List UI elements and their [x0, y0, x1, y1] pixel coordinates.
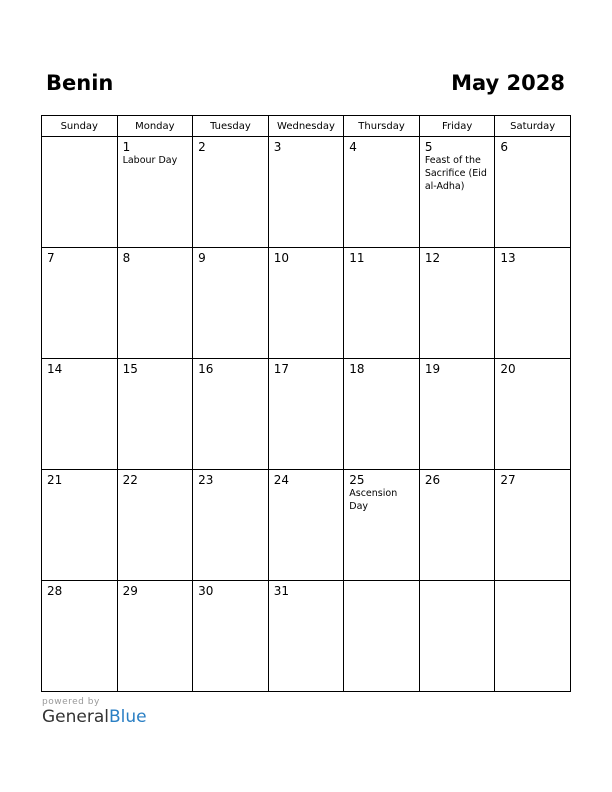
- weekday-monday: Monday: [117, 116, 193, 137]
- holiday-label: Ascension Day: [349, 488, 398, 512]
- weekday-tuesday: Tuesday: [193, 116, 269, 137]
- day-cell: [193, 359, 269, 470]
- week-row: [42, 359, 571, 470]
- day-cell: [344, 581, 420, 692]
- day-cell: [268, 137, 344, 248]
- day-number: 13: [500, 251, 516, 265]
- weekday-sunday: Sunday: [42, 116, 118, 137]
- day-number: 21: [47, 473, 63, 487]
- day-number: 30: [198, 584, 214, 598]
- brand-part1: General: [42, 707, 109, 727]
- generalblue-logo[interactable]: [42, 707, 147, 727]
- week-row: [42, 248, 571, 359]
- day-cell: [419, 581, 495, 692]
- day-cell: [344, 248, 420, 359]
- brand-part2: Blue: [109, 707, 147, 727]
- day-cell: [495, 248, 571, 359]
- day-cell: [419, 470, 495, 581]
- calendar-grid: [41, 115, 571, 692]
- weekday-header-row: [42, 116, 571, 137]
- day-number: 29: [122, 584, 138, 598]
- day-number: 24: [273, 473, 289, 487]
- day-cell: [193, 248, 269, 359]
- day-cell: [268, 248, 344, 359]
- day-cell: [495, 470, 571, 581]
- day-number: 17: [273, 362, 289, 376]
- day-cell: [42, 470, 118, 581]
- day-cell: [268, 581, 344, 692]
- day-cell: [117, 581, 193, 692]
- month-title: May 2028: [451, 71, 565, 95]
- day-number: 2: [198, 140, 206, 154]
- day-cell: [42, 248, 118, 359]
- week-row: [42, 137, 571, 248]
- day-number: 14: [47, 362, 63, 376]
- day-number: 20: [500, 362, 516, 376]
- footer-branding: [42, 697, 147, 727]
- day-cell: [193, 581, 269, 692]
- weekday-friday: Friday: [419, 116, 495, 137]
- day-cell: [193, 470, 269, 581]
- day-number: 7: [47, 251, 55, 265]
- day-cell: [495, 137, 571, 248]
- day-number: 23: [198, 473, 214, 487]
- day-number: 26: [424, 473, 441, 487]
- country-title: Benin: [46, 71, 114, 95]
- day-number: 16: [198, 362, 214, 376]
- day-cell: [268, 470, 344, 581]
- day-cell: [117, 470, 193, 581]
- weekday-saturday: Saturday: [495, 116, 571, 137]
- day-number: 27: [500, 473, 516, 487]
- day-number: 25: [349, 473, 365, 487]
- week-row: [42, 470, 571, 581]
- day-number: 5: [424, 140, 433, 154]
- day-cell: [344, 470, 420, 581]
- day-cell: [495, 581, 571, 692]
- day-cell: [268, 359, 344, 470]
- day-number: 31: [273, 584, 289, 598]
- day-cell: [344, 359, 420, 470]
- powered-by-text: powered by: [42, 697, 100, 707]
- day-number: 8: [122, 251, 131, 265]
- day-cell: [419, 248, 495, 359]
- day-number: 22: [122, 473, 138, 487]
- day-number: 4: [349, 140, 357, 154]
- day-number: 18: [349, 362, 365, 376]
- day-cell: [42, 581, 118, 692]
- day-cell: [42, 359, 118, 470]
- day-number: 19: [424, 362, 441, 376]
- day-cell: [495, 359, 571, 470]
- day-number: 12: [424, 251, 441, 265]
- holiday-label: Feast of the Sacrifice (Eid al-Adha): [424, 155, 487, 192]
- day-number: 3: [273, 140, 282, 154]
- holiday-label: Labour Day: [122, 155, 178, 166]
- day-cell: [344, 137, 420, 248]
- day-cell: [193, 137, 269, 248]
- day-number: 10: [273, 251, 289, 265]
- day-cell: [419, 137, 495, 248]
- day-number: 11: [349, 251, 365, 265]
- week-row: [42, 581, 571, 692]
- day-cell: [117, 137, 193, 248]
- day-cell: [419, 359, 495, 470]
- day-cell: [42, 137, 118, 248]
- day-number: 9: [198, 251, 206, 265]
- weekday-wednesday: Wednesday: [268, 116, 344, 137]
- day-cell: [117, 359, 193, 470]
- day-number: 6: [500, 140, 509, 154]
- day-cell: [117, 248, 193, 359]
- day-number: 1: [122, 140, 131, 154]
- weekday-thursday: Thursday: [344, 116, 420, 137]
- day-number: 28: [47, 584, 63, 598]
- day-number: 15: [122, 362, 138, 376]
